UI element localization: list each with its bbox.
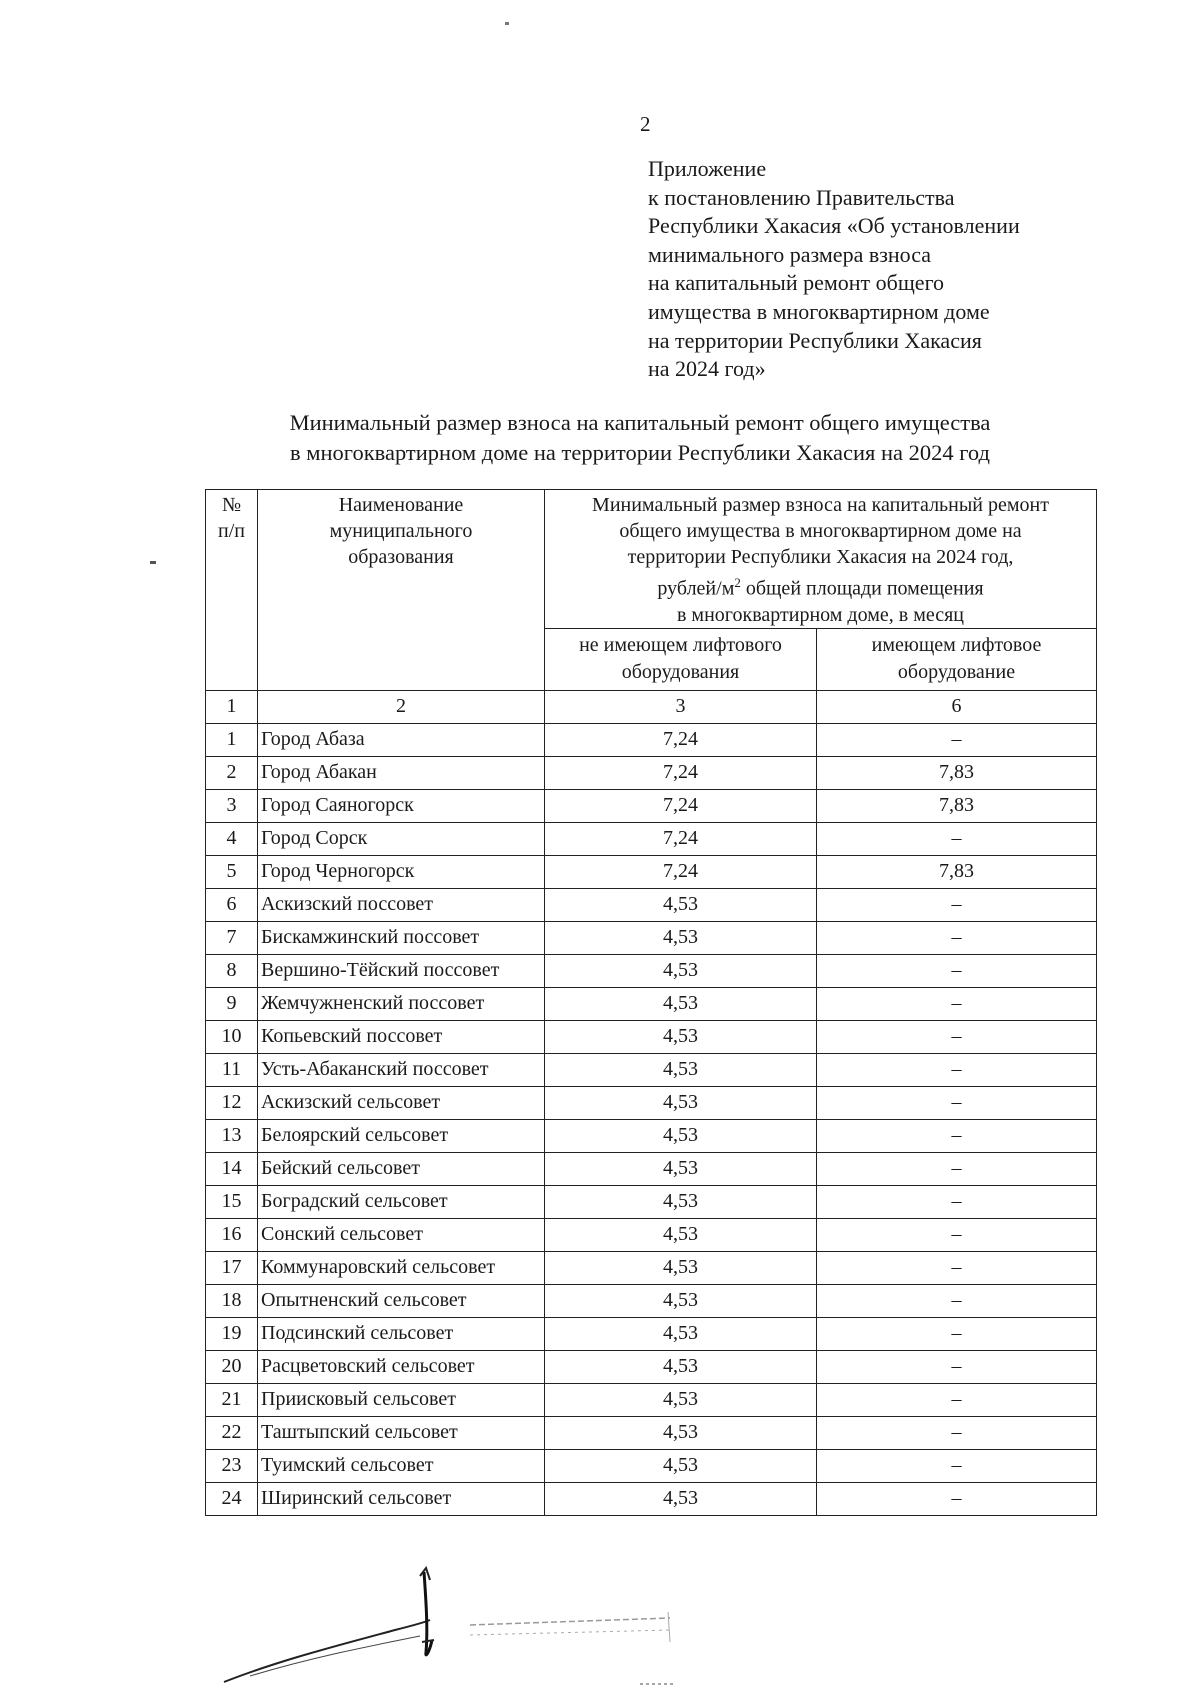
fee-lift: – — [817, 1251, 1097, 1284]
fee-no-lift: 4,53 — [545, 888, 817, 921]
scan-mark — [505, 22, 509, 25]
appendix-line: к постановлению Правительства — [648, 184, 955, 210]
fee-no-lift: 4,53 — [545, 1482, 817, 1515]
row-number: 17 — [206, 1251, 258, 1284]
header-text: в многоквартирном доме, в месяц — [676, 603, 965, 626]
fee-lift: – — [817, 1185, 1097, 1218]
column-number: 1 — [206, 690, 258, 723]
table-row — [206, 888, 1097, 921]
table-row — [206, 1020, 1097, 1053]
page-number: 2 — [640, 112, 651, 136]
header-text: п/п — [218, 520, 245, 542]
municipality-name: Город Абаза — [258, 723, 545, 756]
appendix-line: на капитальный ремонт общего — [648, 270, 945, 296]
row-number: 9 — [206, 987, 258, 1020]
municipality-name: Опытненский сельсовет — [258, 1284, 545, 1317]
fee-table — [205, 489, 1097, 1516]
fee-lift: – — [817, 1218, 1097, 1251]
municipality-name: Копьевский поссовет — [258, 1020, 545, 1053]
municipality-name: Расцветовский сельсовет — [258, 1350, 545, 1383]
row-number: 14 — [206, 1152, 258, 1185]
fee-no-lift: 7,24 — [545, 756, 817, 789]
fee-lift: – — [817, 888, 1097, 921]
fee-no-lift: 4,53 — [545, 1119, 817, 1152]
fee-no-lift: 4,53 — [545, 1449, 817, 1482]
row-number: 13 — [206, 1119, 258, 1152]
header-text: образования — [348, 546, 454, 568]
municipality-name: Вершино-Тёйский поссовет — [258, 954, 545, 987]
fee-lift: – — [817, 1152, 1097, 1185]
header-text: не имеющем лифтового — [579, 633, 782, 656]
fee-no-lift: 4,53 — [545, 954, 817, 987]
row-number: 21 — [206, 1383, 258, 1416]
signature — [220, 1550, 700, 1690]
table-row — [206, 1284, 1097, 1317]
table-row — [206, 789, 1097, 822]
row-number: 5 — [206, 855, 258, 888]
fee-no-lift: 4,53 — [545, 1218, 817, 1251]
table-row — [206, 723, 1097, 756]
appendix-heading — [648, 155, 1128, 384]
table-row — [206, 1152, 1097, 1185]
table-row — [206, 921, 1097, 954]
row-number: 1 — [206, 723, 258, 756]
header-text: № — [221, 494, 242, 516]
header-fee — [545, 490, 1097, 629]
municipality-name: Аскизский сельсовет — [258, 1086, 545, 1119]
table-row — [206, 1383, 1097, 1416]
appendix-line: Приложение — [648, 156, 767, 181]
table-row — [206, 756, 1097, 789]
fee-no-lift: 7,24 — [545, 723, 817, 756]
municipality-name: Таштыпский сельсовет — [258, 1416, 545, 1449]
document-title — [200, 408, 1080, 468]
fee-lift: – — [817, 1020, 1097, 1053]
table-row — [206, 1251, 1097, 1284]
appendix-line: минимального размера взноса — [648, 241, 932, 267]
municipality-name: Сонский сельсовет — [258, 1218, 545, 1251]
header-municipality — [258, 490, 545, 691]
table-row — [206, 1350, 1097, 1383]
municipality-name: Ширинский сельсовет — [258, 1482, 545, 1515]
fee-lift: – — [817, 1383, 1097, 1416]
fee-lift: – — [817, 1449, 1097, 1482]
municipality-name: Город Черногорск — [258, 855, 545, 888]
header-unit: рублей/м — [657, 577, 735, 600]
fee-no-lift: 7,24 — [545, 855, 817, 888]
table-row — [206, 1185, 1097, 1218]
municipality-name: Подсинский сельсовет — [258, 1317, 545, 1350]
header-text: муниципального — [329, 520, 473, 542]
fee-lift: – — [817, 822, 1097, 855]
municipality-name: Бискамжинский поссовет — [258, 921, 545, 954]
municipality-name: Аскизский поссовет — [258, 888, 545, 921]
fee-no-lift: 4,53 — [545, 1053, 817, 1086]
fee-no-lift: 4,53 — [545, 1251, 817, 1284]
fee-no-lift: 4,53 — [545, 987, 817, 1020]
municipality-name: Коммунаровский сельсовет — [258, 1251, 545, 1284]
row-number: 23 — [206, 1449, 258, 1482]
row-number: 3 — [206, 789, 258, 822]
fee-lift: – — [817, 1284, 1097, 1317]
fee-lift: – — [817, 921, 1097, 954]
header-text: оборудования — [621, 660, 740, 683]
fee-no-lift: 4,53 — [545, 1350, 817, 1383]
table-row — [206, 1482, 1097, 1515]
title-line: в многоквартирном доме на территории Республики Хакасия на 2024 год — [290, 440, 990, 465]
fee-lift: 7,83 — [817, 756, 1097, 789]
appendix-line: имущества в многоквартирном доме — [648, 298, 990, 324]
municipality-name: Бейский сельсовет — [258, 1152, 545, 1185]
fee-no-lift: 4,53 — [545, 1152, 817, 1185]
row-number: 8 — [206, 954, 258, 987]
row-number: 10 — [206, 1020, 258, 1053]
header-text: имеющем лифтовое — [871, 633, 1042, 656]
fee-no-lift: 4,53 — [545, 921, 817, 954]
header-text — [545, 570, 1096, 602]
fee-lift: – — [817, 1119, 1097, 1152]
row-number: 16 — [206, 1218, 258, 1251]
municipality-name: Усть-Абаканский поссовет — [258, 1053, 545, 1086]
column-number: 2 — [258, 690, 545, 723]
header-text: Минимальный размер взноса на капитальный ремонт — [592, 494, 1049, 516]
appendix-line: на территории Республики Хакасия — [648, 327, 982, 353]
row-number: 24 — [206, 1482, 258, 1515]
column-number: 3 — [545, 690, 817, 723]
title-line: Минимальный размер взноса на капитальный ремонт общего имущества — [289, 410, 991, 435]
fee-lift: – — [817, 1086, 1097, 1119]
fee-no-lift: 4,53 — [545, 1020, 817, 1053]
row-number: 4 — [206, 822, 258, 855]
table-row — [206, 1218, 1097, 1251]
fee-lift: – — [817, 1350, 1097, 1383]
table-row — [206, 987, 1097, 1020]
table-row — [206, 822, 1097, 855]
fee-lift: – — [817, 1416, 1097, 1449]
fee-no-lift: 4,53 — [545, 1416, 817, 1449]
fee-lift: 7,83 — [817, 789, 1097, 822]
fee-no-lift: 4,53 — [545, 1317, 817, 1350]
header-no-lift — [545, 628, 817, 690]
row-number: 20 — [206, 1350, 258, 1383]
table-body — [206, 723, 1097, 1515]
municipality-name: Боградский сельсовет — [258, 1185, 545, 1218]
fee-no-lift: 4,53 — [545, 1086, 817, 1119]
header-text: Наименование — [338, 494, 464, 516]
fee-lift: – — [817, 1317, 1097, 1350]
row-number: 18 — [206, 1284, 258, 1317]
municipality-name: Туимский сельсовет — [258, 1449, 545, 1482]
row-number: 22 — [206, 1416, 258, 1449]
row-number: 2 — [206, 756, 258, 789]
table-row — [206, 1119, 1097, 1152]
fee-no-lift: 4,53 — [545, 1383, 817, 1416]
header-text: оборудование — [897, 660, 1016, 683]
table-row — [206, 1086, 1097, 1119]
row-number: 15 — [206, 1185, 258, 1218]
row-number: 11 — [206, 1053, 258, 1086]
fee-lift: – — [817, 1053, 1097, 1086]
header-text: общего имущества в многоквартирном доме на — [619, 520, 1022, 542]
header-unit-exponent: 2 — [734, 575, 741, 590]
municipality-name: Город Сорск — [258, 822, 545, 855]
table-row — [206, 855, 1097, 888]
table-row — [206, 1449, 1097, 1482]
municipality-name: Белоярский сельсовет — [258, 1119, 545, 1152]
fee-lift: 7,83 — [817, 855, 1097, 888]
municipality-name: Приисковый сельсовет — [258, 1383, 545, 1416]
header-lift — [817, 628, 1097, 690]
municipality-name: Город Саяногорск — [258, 789, 545, 822]
fee-lift: – — [817, 1482, 1097, 1515]
fee-no-lift: 7,24 — [545, 822, 817, 855]
header-text: территории Республики Хакасия на 2024 год, — [627, 546, 1014, 568]
municipality-name: Жемчужненский поссовет — [258, 987, 545, 1020]
appendix-line: на 2024 год» — [648, 356, 766, 382]
table-row — [206, 1317, 1097, 1350]
row-number: 19 — [206, 1317, 258, 1350]
fee-lift: – — [817, 987, 1097, 1020]
row-number: 12 — [206, 1086, 258, 1119]
fee-no-lift: 4,53 — [545, 1185, 817, 1218]
table-row — [206, 954, 1097, 987]
row-number: 6 — [206, 888, 258, 921]
appendix-line: Республики Хакасия «Об установлении — [648, 213, 1020, 239]
fee-lift: – — [817, 723, 1097, 756]
header-unit-tail: общей площади помещения — [740, 577, 984, 600]
column-number-row — [206, 690, 1097, 723]
row-number: 7 — [206, 921, 258, 954]
table-row — [206, 1053, 1097, 1086]
header-number — [206, 490, 258, 691]
fee-no-lift: 4,53 — [545, 1284, 817, 1317]
fee-lift: – — [817, 954, 1097, 987]
table-row — [206, 1416, 1097, 1449]
scan-mark — [150, 561, 156, 564]
fee-no-lift: 7,24 — [545, 789, 817, 822]
column-number: 6 — [817, 690, 1097, 723]
municipality-name: Город Абакан — [258, 756, 545, 789]
